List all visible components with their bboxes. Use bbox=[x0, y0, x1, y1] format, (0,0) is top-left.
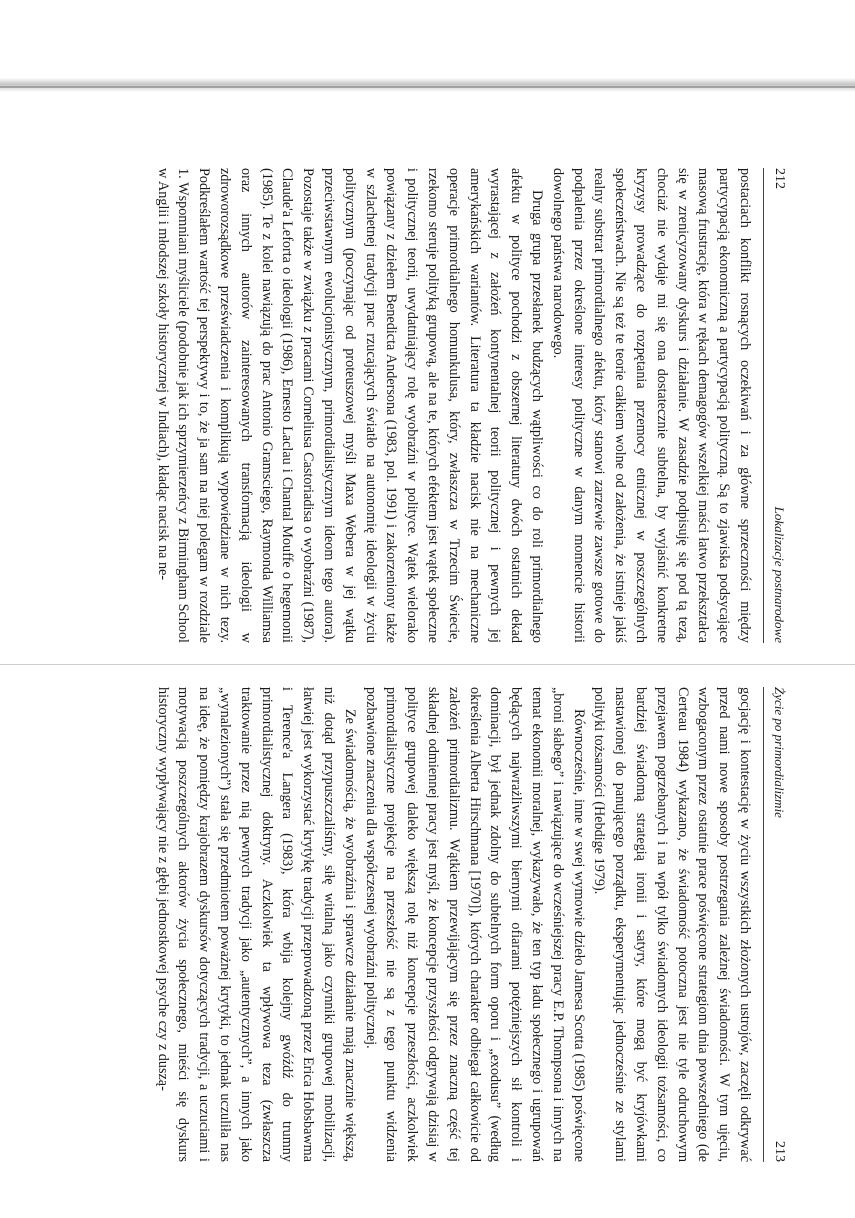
page-body bbox=[152, 687, 755, 1162]
paragraph: Druga grupa przesłanek budzących wątpliwości co do roli primordialnego afektu w polityce pochodzi z obszernej literatury dwóch ostatnich dekad wyrastającej z założeń kontynentalnej teorii politycznej i pewnych jej amerykańskich wariantów. Literatura ta kładzie nacisk nie na mechaniczne operacje primordialnego homunkulusa, który, zwłaszcza w Trzecim Świecie, rzekomo steruje polityką grupową, ale na te, których efektem jest wątek społeczne i politycznej teorii, uwydatniający rolę wyobraźni w polityce. Wątek wielorako powiązany z dziełem Benedicta Andersona (1983, pol. 1991) i zakorzeniony także w szlachetnej tradycji prac rzucających światło na autonomię ideologii w życiu politycznym (poczynając od proteuszowej myśli Maxa Webera w jej wątku przeciwstawnym ewolucjonistycznym, primordialistycznym ideom tego autora). Pozostaje także w związku z pracami Corneliusa Castoriadisa o wyobraźni (1987), Claude'a Leforta o ideologii (1986), Ernesto Laclau i Chantal Mouffe o hegemonii (1985). Te z kolei nawiązują do prac Antonio Gramsciego, Raymonda Williamsa oraz innych autorów zainteresowanych transformacją ideologii w zdroworozsądkowe przeświadczenia i komplikują wypowiedziane w nich tezy. Podkreślałem wartość tej perspektywy i to, że ja sam na niej polegam w rozdziale 1. Wspomniani myśliciele (podobnie jak ich sprzymierzeńcy z Birmingham School w Anglii i młodszej szkoły historycznej w Indiach), kładąc nacisk na ne- bbox=[154, 168, 546, 643]
scan-edge-line bbox=[0, 86, 855, 88]
running-head bbox=[763, 687, 790, 1162]
left-page bbox=[154, 168, 790, 643]
page-body bbox=[152, 168, 755, 643]
page-number: 213 bbox=[772, 1141, 787, 1162]
running-title: Życie po primordializmie bbox=[772, 687, 787, 818]
page-number: 212 bbox=[772, 168, 787, 189]
running-title: Lokalizacje postnarodowe bbox=[772, 506, 787, 643]
paragraph: Ze świadomością, że wyobraźnia i sprawcze działanie mają znacznie większą, niż dotąd przypuszczaliśmy, siłę witalną jako czynniki grupowej mobilizacji, łatwiej jest wykorzystać krytykę tradycji przeprowadzoną przez Erica Hobsbawma i Terence'a Langera (1983), która wbija kolejny gwóźdź do trumny primordialistycznej doktryny. Aczkolwiek ta wpływowa teza (zwłaszcza traktowanie przez nią pewnych tradycji jako „autentycznych”, a innych jako „wynalezionych”) stała się przedmiotem poważnej krytyki, to jednak uczuliła nas na ideę, że pomiędzy krajobrazem dyskursów dotyczących tradycji, a uczuciami i motywacją poszczególnych aktorów życia społecznego, mieści się dyskurs historyczny wypływający nie z głębi jednostkowej psyche czy z duszą- bbox=[154, 687, 358, 1162]
paragraph: gocjację i kontestację w życiu wszystkich złożonych ustrojów, zaczęli odkrywać przed nami nowe sposoby postrzegania zależnej świadomości. W tym ujęciu, wzbogaconym przez ostatnie prace poświęcone strategiom dnia powszedniego (de Certeau 1984) wykazano, że świadomość potoczna jest nie tyle odruchowym przejawem pogrzebanych i na wpół tylko świadomych ideologii tożsamości, co bardziej świadomą strategią ironii i satyry, które mogą być kryjówkami nastawionej do panującego porządku, eksperymentując jednocześnie ze stylami polityki tożsamości (Hebdige 1979). bbox=[591, 687, 753, 1162]
scan-shadow bbox=[0, 78, 855, 92]
book-fold bbox=[0, 664, 855, 665]
running-head bbox=[763, 168, 790, 643]
right-page bbox=[154, 687, 790, 1162]
paragraph: postaciach konflikt rosnących oczekiwań i za główne sprzeczności między partycypacją ekonomiczną a partycypacją polityczną. Są to zjawiska podsycające masową frustrację, która w rękach demagogów wszelkiej maści łatwo przekształca się w zrenicyzowany dyskurs i działanie. W zasadzie podpisuję się pod tą tezą, chociaż nie wydaje mi się ona dostatecznie subtelna, by wyjaśnić konkretne kryzysy prowadzące do rozpętania przemocy etnicznej w poszczególnych społeczeństwach. Nie są też te teorie całkiem wolne od założenia, że istnieje jakiś realny substrat primordialnego afektu, który stanowi zarzewie zawsze gotowe do podpalenia przez określone interesy polityczne w danym momencie historii dowolnego państwa narodowego. bbox=[549, 168, 753, 643]
paragraph: Równocześnie, inne w swej wymowie dzieło Jamesa Scotta (1985) poświęcone „broni słabego” i nawiązujące do wcześniejszej pracy E.P. Thompsona i innych na temat ekonomii moralnej, wykazywało, że ten typ ładu społecznego i ugrupowań będących najwrażliwszymi biernymi ofiarami potężniejszych sił kontroli i dominacji, był jednak zdolny do subtelnych form oporu i „exodusu” (według określenia Alberta Hirschmana [1970]), których charakter odbiegał całkowicie od założeń primordializmu. Wątkiem przewijającym się przez znaczną część tej składnej odmiennej pracy jest myśl, że koncepcje przyszłości odgrywają dzisiaj w polityce grupowej daleko większą rolę niż koncepcje przeszłości, aczkolwiek primordialistyczne projekcje na przeszłość nie są z tego punktu widzenia pozbawione znaczenia dla współczesnej wyobraźni politycznej. bbox=[362, 687, 587, 1162]
